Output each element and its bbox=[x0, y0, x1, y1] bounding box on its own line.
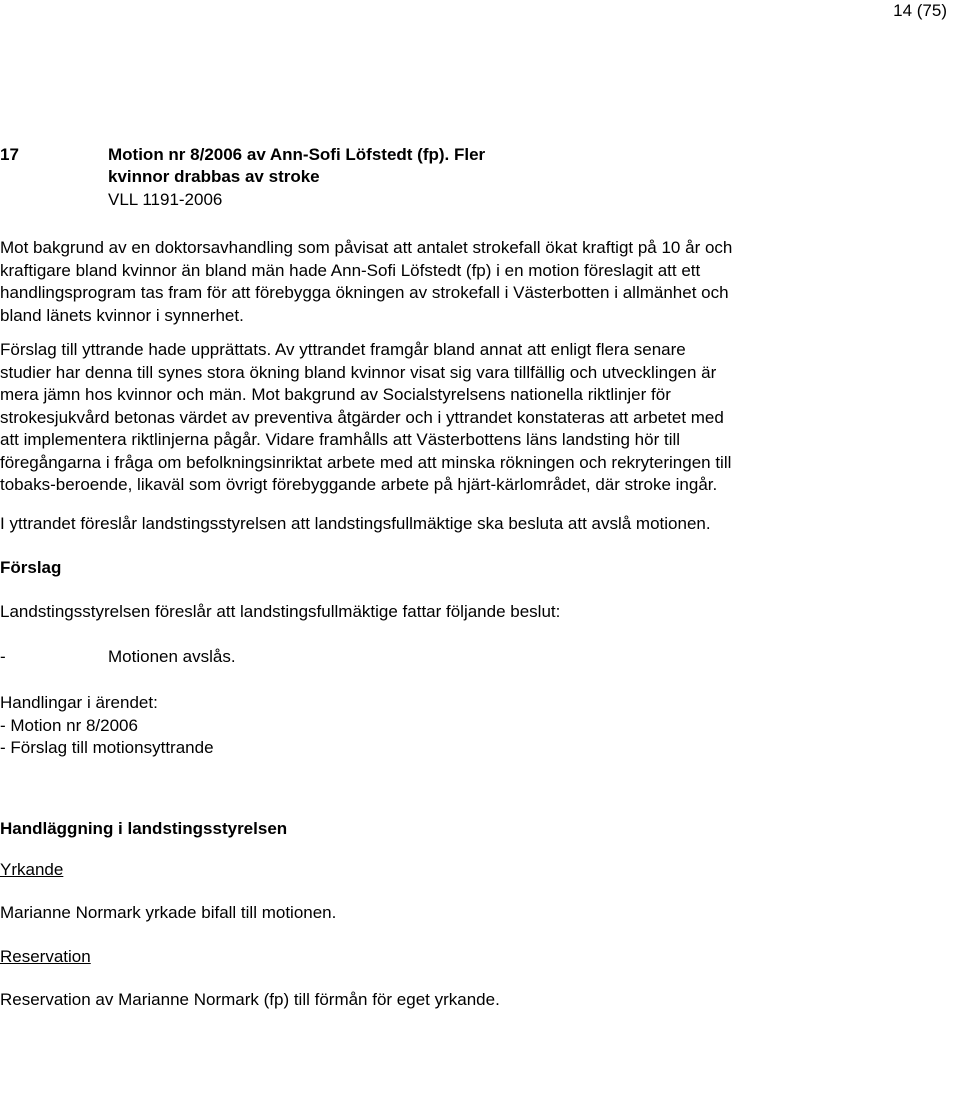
documents-list bbox=[0, 692, 740, 760]
documents-heading: Handlingar i ärendet: bbox=[0, 693, 158, 712]
item-title: Motion nr 8/2006 av Ann-Sofi Löfstedt (fp). Fler kvinnor drabbas av stroke bbox=[108, 145, 486, 186]
proposal-heading: Förslag bbox=[0, 558, 62, 577]
body-paragraph-3: I yttrandet föreslår landstingsstyrelsen att landstingsfullmäktige ska besluta att avslå motionen. bbox=[0, 513, 711, 533]
body-paragraph-1: Mot bakgrund av en doktorsavhandling som påvisat att antalet strokefall ökat kraftigt på 10 år och kraftigare bland kvinnor än bland män hade Ann-Sofi Löfstedt (fp) i en motion föreslagit att ett handlingsprogram tas fram för att förebygga ökningen av strokefall i Västerbotten i allmänhet och bland länets kvinnor i synnerhet. bbox=[0, 238, 733, 325]
item-number: 17 bbox=[0, 145, 19, 164]
document-content bbox=[0, 237, 740, 1012]
proposal-decision-dash: - bbox=[0, 646, 6, 666]
reservation-heading: Reservation bbox=[0, 946, 91, 966]
item-reference: VLL 1191-2006 bbox=[108, 190, 223, 209]
board-handling-heading: Handläggning i landstingsstyrelsen bbox=[0, 818, 288, 838]
claim-text: Marianne Normark yrkade bifall till motionen. bbox=[0, 903, 337, 922]
reservation-text: Reservation av Marianne Normark (fp) till förmån för eget yrkande. bbox=[0, 990, 500, 1009]
proposal-decision-item bbox=[0, 646, 740, 669]
claim-heading: Yrkande bbox=[0, 859, 64, 879]
documents-item-motion: - Motion nr 8/2006 bbox=[0, 715, 138, 735]
proposal-text: Landstingsstyrelsen föreslår att landstingsfullmäktige fattar följande beslut: bbox=[0, 602, 561, 621]
body-paragraph-2: Förslag till yttrande hade upprättats. Av yttrandet framgår bland annat att enligt flera senare studier har denna till synes stora ökning bland kvinnor visat sig vara tillfällig och utvecklingen är mera jämn hos kvinnor och män. Mot bakgrund av Socialstyrelsens nationella riktlinjer för strokesjukvård betonas värdet av preventiva åtgärder och i yttrandet konstateras att arbetet med att implementera riktlinjerna pågår. Vidare framhålls att Västerbottens läns landsting hör till föregångarna i fråga om befolkningsinriktat arbete med att minska rökningen och rekryteringen till tobaks-beroende, likaväl som övrigt förebyggande arbete på hjärt-kärlområdet, där stroke ingår. bbox=[0, 340, 732, 494]
documents-item-proposal: - Förslag till motionsyttrande bbox=[0, 738, 214, 757]
page-number: 14 (75) bbox=[893, 1, 947, 20]
proposal-decision-text: Motionen avslås. bbox=[108, 646, 236, 666]
